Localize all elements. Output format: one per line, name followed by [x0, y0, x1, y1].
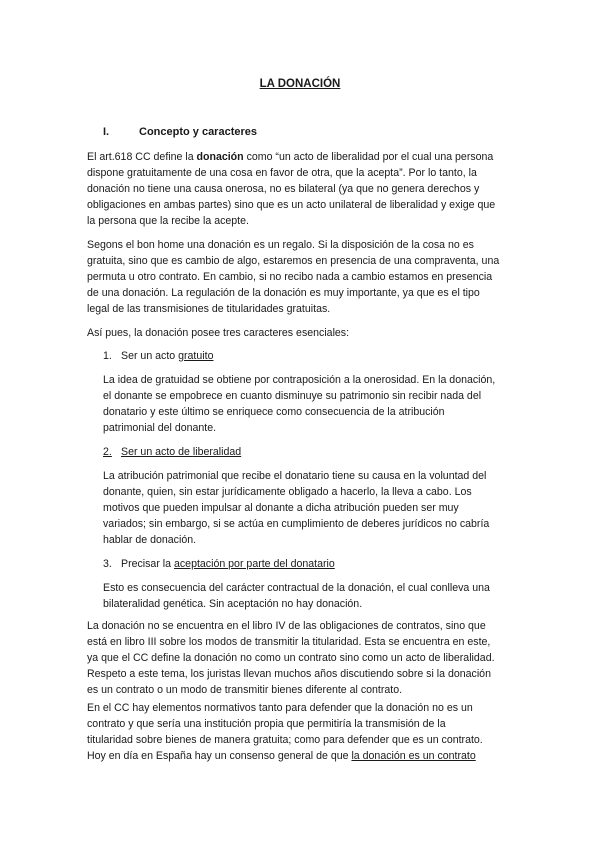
- text-line: obligaciones en ambas partes) sino que es un acto unilateral de liberalidad y exige que: [87, 199, 496, 211]
- text-line: hablar de donación.: [103, 534, 197, 546]
- text-line: donación no tiene una causa onerosa, no es bilateral (ya que no genera derechos y: [87, 183, 480, 195]
- list-text: Ser un acto: [121, 350, 179, 362]
- paragraph-definition: [87, 149, 515, 229]
- underlined-term: liberalidad: [192, 446, 242, 458]
- list-text: Ser un acto de: [121, 446, 193, 458]
- text-line: el donante se empobrece en cuanto disminuye su patrimonio sin recibir nada del: [103, 390, 482, 402]
- text-line: patrimonial del donante.: [103, 422, 217, 434]
- text-line: La donación no se encuentra en el libro IV de las obligaciones de contratos, sino que: [87, 620, 486, 632]
- text-line: Esto es consecuencia del carácter contractual de la donación, el cual conlleva una: [103, 582, 490, 594]
- text-line: titularidad sobre bienes de manera gratuita; como para defender que es un contrato.: [87, 734, 483, 746]
- paragraph-regalo: [87, 237, 515, 317]
- text-line: permuta u otro contrato. En cambio, si no recibo nada a cambio estamos en presencia: [87, 271, 493, 283]
- text-line: En el CC hay elementos normativos tanto para defender que la donación no es un: [87, 702, 473, 714]
- text-line: Segons el bon home una donación es un regalo. Si la disposición de la cosa no es: [87, 239, 474, 251]
- paragraph-aceptacion: [103, 580, 515, 612]
- text-line: ya que el CC define la donación no como un contrato sino como un acto de liberalidad.: [87, 652, 495, 664]
- text-line: donante, quien, sin estar jurídicamente obligado a hacerlo, la lleva a cabo. Los: [103, 486, 472, 498]
- paragraph-contrato: [87, 700, 515, 764]
- section-title: Concepto y caracteres: [139, 126, 257, 138]
- text-line: bilateralidad genética. Sin aceptación no hay donación.: [103, 598, 363, 610]
- paragraph-liberalidad: [103, 468, 515, 548]
- text-line: de una donación. La regulación de la donación es muy importante, ya que es el tipo: [87, 287, 480, 299]
- text-fragment: como “un acto de liberalidad por el cual una persona: [243, 151, 494, 163]
- underlined-term: la donación es un contrato: [351, 750, 476, 762]
- text-line: la persona que la recibe la acepte.: [87, 215, 249, 227]
- underlined-term: gratuito: [178, 350, 214, 362]
- text-line: donatario y este último se enriquece como consecuencia de la atribución: [103, 406, 445, 418]
- text-fragment: El art.618 CC define la: [87, 151, 197, 163]
- text-line: legal de las transmisiones de titularidades gratuitas.: [87, 303, 331, 315]
- section-heading: [103, 124, 257, 140]
- paragraph-libro: [87, 618, 515, 698]
- section-number: I.: [103, 126, 110, 138]
- document-title: LA DONACIÓN: [259, 78, 341, 90]
- text-line: [87, 149, 515, 165]
- list-text: Precisar la: [121, 558, 174, 570]
- list-number: 2.: [103, 446, 112, 458]
- text-line: La idea de gratuidad se obtiene por contraposición a la onerosidad. En la donación,: [103, 374, 496, 386]
- text-line: dispone gratuitamente de una cosa en favor de otra, que la acepta”. Por lo tanto, la: [87, 167, 477, 179]
- text-line: Así pues, la donación posee tres caracteres esenciales:: [87, 327, 350, 339]
- bold-term: donación: [196, 151, 244, 163]
- list-item-gratuito: [103, 348, 213, 364]
- text-line: [87, 748, 515, 764]
- text-line: Respeto a este tema, los juristas llevan muchos años discutiendo sobre si la donación: [87, 668, 491, 680]
- text-line: está en libro III sobre los modos de transmitir la titularidad. Esta se encuentra en este,: [87, 636, 491, 648]
- paragraph-gratuidad: [103, 372, 515, 436]
- list-item-aceptacion: [103, 556, 335, 572]
- text-line: motivos que pueden impulsar al donante a dicha atribución pueden ser muy: [103, 502, 459, 514]
- text-line: gratuita, sino que es cambio de algo, estaremos en presencia de una compraventa, una: [87, 255, 500, 267]
- underlined-term: aceptación por parte del donatario: [173, 558, 335, 570]
- paragraph-intro-caracteres: [87, 325, 515, 341]
- text-line: variados; sin embargo, si se actúa en cumplimiento de deberes jurídicos no cabría: [103, 518, 490, 530]
- list-number: 3.: [103, 558, 112, 570]
- text-line: es un contrato o un modo de transmitir bienes diferente al contrato.: [87, 684, 403, 696]
- text-line: contrato y que sería una institución propia que permitiría la transmisión de la: [87, 718, 446, 730]
- list-item-liberalidad: [103, 444, 241, 460]
- text-fragment: Hoy en día en España hay un consenso general de que: [87, 750, 352, 762]
- text-line: La atribución patrimonial que recibe el donatario tiene su causa en la voluntad del: [103, 470, 487, 482]
- list-number: 1.: [103, 350, 112, 362]
